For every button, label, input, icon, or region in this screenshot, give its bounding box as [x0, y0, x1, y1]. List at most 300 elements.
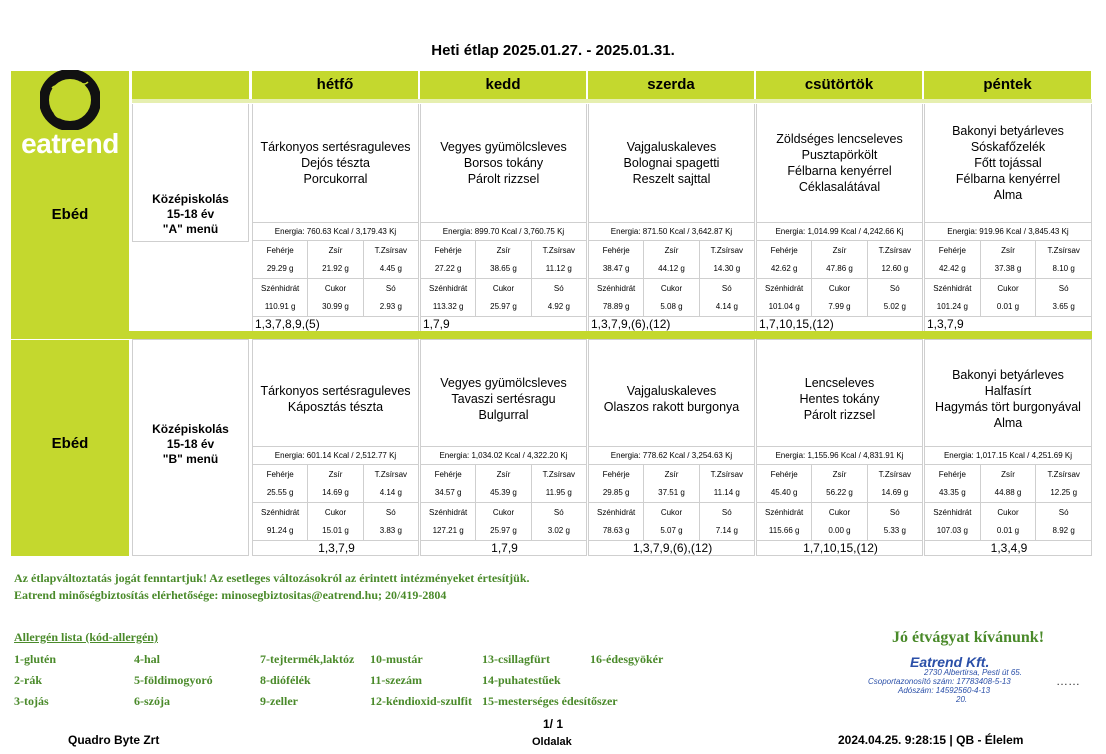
nutrient-row: [925, 502, 1091, 540]
nutrient-value: 14.69 g: [881, 488, 909, 498]
nutrient-label: T.Zsírsav: [710, 469, 744, 479]
nutrient-value: 101.24 g: [936, 302, 968, 312]
nutrient-value: 43.35 g: [938, 488, 966, 498]
nutrient-value: 7.99 g: [828, 302, 851, 312]
nutrient-value: 5.33 g: [883, 526, 906, 536]
nutrient-value: 5.07 g: [660, 526, 683, 536]
nutrient-cukor: [980, 279, 1036, 316]
header-band: [132, 99, 1092, 103]
nutrient-value: 78.63 g: [602, 526, 630, 536]
allergen-item: 12-kéndioxid-szulfit: [370, 694, 473, 708]
allergen-item: 5-földimogyoró: [134, 673, 213, 687]
nutrient-value: 12.25 g: [1050, 488, 1078, 498]
row-label-b: Ebéd: [51, 435, 89, 452]
allergen-item: 3-tojás: [14, 694, 49, 708]
energy-value: Energia: 1,014.99 Kcal / 4,242.66 Kj: [757, 222, 922, 240]
nutrient-so: [531, 279, 586, 316]
dish-name: Vegyes gyümölcsleves: [440, 140, 567, 154]
nutrient-label: Fehérje: [938, 469, 966, 479]
nutrient-so: [699, 279, 754, 316]
nutrient-value: 4.45 g: [379, 264, 402, 274]
nutrient-row: [253, 502, 418, 540]
day-cell: [252, 339, 419, 556]
dish-name: Bulgurral: [478, 408, 529, 422]
day-header-csutortok: csütörtök: [756, 71, 922, 99]
nutrient-row: [757, 464, 922, 502]
nutrient-value: 14.30 g: [713, 264, 741, 274]
day-cell: [420, 339, 587, 556]
nutrient-row: [421, 278, 586, 316]
day-cell: [588, 339, 755, 556]
nutrient-tzsirsav: [531, 465, 586, 502]
nutrient-row: [421, 464, 586, 502]
nutrient-value: 8.10 g: [1052, 264, 1075, 274]
dish-name: Zöldséges lencseleves: [776, 132, 903, 146]
allergen-codes: 1,3,7,9: [925, 316, 1091, 332]
allergen-item: 2-rák: [14, 673, 42, 687]
nutrient-label: T.Zsírsav: [710, 245, 744, 255]
nutrient-label: Fehérje: [266, 469, 294, 479]
logo-icon: [40, 70, 100, 130]
dish-name: Lencseleves: [804, 376, 875, 390]
dish-name: Káposztás tészta: [287, 400, 384, 414]
day-cell: [756, 104, 923, 333]
nutrient-value: 37.51 g: [658, 488, 685, 498]
dish-name: Bakonyi betyárleves: [952, 124, 1064, 138]
allergen-item: 9-zeller: [260, 694, 298, 708]
nutrient-zsir: [643, 241, 698, 278]
dish-name: Tárkonyos sertésraguleves: [260, 384, 411, 398]
nutrient-feherje: [757, 241, 811, 278]
nutrient-so: [699, 503, 754, 540]
header-blank: [132, 71, 249, 99]
nutrient-label: Szénhidrát: [933, 283, 972, 293]
nutrient-szenhidrat: [589, 279, 643, 316]
nutrient-tzsirsav: [867, 241, 922, 278]
nutrient-zsir: [475, 241, 530, 278]
nutrient-value: 25.97 g: [490, 526, 517, 536]
nutrient-label: Cukor: [660, 507, 683, 517]
day-header-hetfo: hétfő: [252, 71, 418, 99]
nutrient-value: 45.39 g: [490, 488, 517, 498]
nutrient-tzsirsav: [699, 241, 754, 278]
nutrient-szenhidrat: [253, 503, 307, 540]
allergen-item: 7-tejtermék,laktóz: [260, 652, 355, 666]
footer-page: 1/ 1: [543, 717, 564, 731]
nutrient-value: 25.55 g: [266, 488, 294, 498]
dish-name: Alma: [993, 188, 1023, 202]
nutrient-szenhidrat: [925, 279, 980, 316]
nutrient-tzsirsav: [1035, 465, 1091, 502]
dish-list: [589, 340, 754, 458]
energy-value: Energia: 1,034.02 Kcal / 4,322.20 Kj: [421, 446, 586, 464]
nutrient-value: 42.42 g: [938, 264, 966, 274]
nutrient-label: T.Zsírsav: [374, 469, 408, 479]
nutrient-value: 115.66 g: [768, 526, 800, 536]
nutrient-value: 4.92 g: [547, 302, 570, 312]
nutrient-value: 44.88 g: [994, 488, 1022, 498]
dish-name: Vegyes gyümölcsleves: [440, 376, 567, 390]
nutrient-label: T.Zsírsav: [1047, 469, 1080, 479]
day-header-szerda: szerda: [588, 71, 754, 99]
nutrient-label: Zsír: [664, 469, 679, 479]
energy-value: Energia: 601.14 Kcal / 2,512.77 Kj: [253, 446, 418, 464]
nutrient-value: 78.89 g: [602, 302, 630, 312]
allergen-item: 1-glutén: [14, 652, 56, 666]
footer-timestamp: 2024.04.25. 9:28:15 | QB - Élelem: [838, 733, 1024, 747]
nutrient-label: Cukor: [828, 283, 851, 293]
nutrient-szenhidrat: [757, 279, 811, 316]
energy-value: Energia: 1,017.15 Kcal / 4,251.69 Kj: [925, 446, 1091, 464]
nutrient-zsir: [980, 465, 1036, 502]
nutrient-zsir: [307, 465, 362, 502]
nutrient-label: Szénhidrát: [765, 507, 804, 517]
nutrient-row: [253, 240, 418, 278]
allergen-codes: 1,7,9: [421, 316, 586, 332]
nutrient-so: [867, 503, 922, 540]
nutrient-value: 0.01 g: [996, 302, 1020, 312]
allergen-list-title: Allergén lista (kód-allergén): [14, 630, 158, 644]
dish-name: Hagymás tört burgonyával: [935, 400, 1081, 414]
nutrient-label: Cukor: [660, 283, 683, 293]
nutrient-label: Zsír: [328, 469, 343, 479]
nutrient-value: 2.93 g: [379, 302, 402, 312]
nutrient-feherje: [253, 241, 307, 278]
nutrient-row: [589, 464, 754, 502]
day-header-pentek: péntek: [924, 71, 1091, 99]
nutrient-row: [925, 464, 1091, 502]
nutrient-feherje: [589, 465, 643, 502]
nutrient-cukor: [811, 503, 866, 540]
dish-name: Halfasírt: [984, 384, 1032, 398]
nutrient-value: 38.47 g: [602, 264, 630, 274]
dish-name: Céklasalátával: [798, 180, 881, 194]
energy-value: Energia: 919.96 Kcal / 3,845.43 Kj: [925, 222, 1091, 240]
nutrient-value: 15.01 g: [322, 526, 349, 536]
nutrient-label: Szénhidrát: [261, 283, 300, 293]
footer-page-label: Oldalak: [532, 736, 572, 748]
nutrient-feherje: [757, 465, 811, 502]
allergen-item: 14-puhatestűek: [482, 673, 561, 687]
dish-name: Dejós tészta: [301, 156, 370, 170]
allergen-codes: 1,3,7,9,(6),(12): [589, 316, 754, 332]
dish-name: Hentes tokány: [799, 392, 880, 406]
nutrient-tzsirsav: [531, 241, 586, 278]
group-label-b: Középiskolás 15-18 év "B" menü: [132, 339, 249, 556]
nutrient-label: Só: [721, 283, 732, 293]
nutrient-row: [421, 240, 586, 278]
nutrient-feherje: [421, 241, 475, 278]
nutrient-label: Zsír: [832, 245, 847, 255]
nutrient-tzsirsav: [363, 465, 418, 502]
nutrient-feherje: [421, 465, 475, 502]
nutrient-value: 44.12 g: [658, 264, 685, 274]
energy-value: Energia: 778.62 Kcal / 3,254.63 Kj: [589, 446, 754, 464]
nutrient-label: Só: [1058, 283, 1069, 293]
row-label-a: Ebéd: [51, 206, 89, 223]
nutrient-zsir: [307, 241, 362, 278]
dish-list: [757, 104, 922, 222]
nutrient-label: Cukor: [324, 283, 347, 293]
nutrient-cukor: [307, 279, 362, 316]
nutrient-value: 0.00 g: [828, 526, 851, 536]
nutrient-label: Zsír: [496, 469, 511, 479]
allergen-codes: 1,7,10,15,(12): [757, 316, 922, 332]
nutrient-label: Só: [553, 507, 564, 517]
company-stamp: Eatrend Kft. 2730 Albertirsa, Pesti út 65. Csoportazonosító szám: 17783408-5-13 Adószám: 14592560-4-13 20. ……: [868, 654, 1080, 704]
nutrient-label: Zsír: [664, 245, 679, 255]
energy-value: Energia: 871.50 Kcal / 3,642.87 Kj: [589, 222, 754, 240]
allergen-codes: 1,7,10,15,(12): [757, 540, 922, 556]
nutrient-value: 91.24 g: [266, 526, 294, 536]
nutrient-szenhidrat: [757, 503, 811, 540]
nutrient-value: 11.95 g: [545, 488, 572, 498]
nutrient-value: 5.02 g: [883, 302, 906, 312]
nutrient-label: Szénhidrát: [429, 507, 468, 517]
allergen-item: 6-szója: [134, 694, 170, 708]
dish-name: Vajgaluskaleves: [626, 384, 717, 398]
nutrient-feherje: [589, 241, 643, 278]
nutrient-label: Só: [385, 507, 396, 517]
dish-list: [925, 340, 1091, 458]
nutrient-value: 11.14 g: [713, 488, 740, 498]
nutrient-label: Fehérje: [266, 245, 294, 255]
nutrient-feherje: [253, 465, 307, 502]
day-cell: [588, 104, 755, 333]
nutrient-label: T.Zsírsav: [542, 469, 576, 479]
dish-name: Borsos tokány: [463, 156, 544, 170]
nutrient-row: [421, 502, 586, 540]
day-header-kedd: kedd: [420, 71, 586, 99]
nutrient-value: 110.91 g: [264, 302, 296, 312]
dish-name: Félbarna kenyérrel: [955, 172, 1061, 186]
nutrient-value: 3.83 g: [379, 526, 402, 536]
nutrient-szenhidrat: [421, 279, 475, 316]
energy-value: Energia: 899.70 Kcal / 3,760.75 Kj: [421, 222, 586, 240]
nutrient-so: [1035, 279, 1091, 316]
allergen-item: 15-mesterséges édesítőszer: [482, 694, 618, 708]
dish-name: Tavaszi sertésragu: [451, 392, 556, 406]
day-cell: [420, 104, 587, 333]
menu-separator: [11, 331, 1092, 339]
nutrient-label: Cukor: [492, 283, 515, 293]
nutrient-label: T.Zsírsav: [878, 469, 912, 479]
nutrient-label: Fehérje: [434, 245, 462, 255]
energy-value: Energia: 760.63 Kcal / 3,179.43 Kj: [253, 222, 418, 240]
allergen-codes: 1,3,7,9,(6),(12): [589, 540, 754, 556]
nutrient-value: 3.02 g: [547, 526, 570, 536]
dish-list: [421, 340, 586, 458]
nutrient-label: Zsír: [1001, 469, 1015, 479]
nutrient-label: Szénhidrát: [261, 507, 300, 517]
nutrient-zsir: [811, 465, 866, 502]
nutrient-label: Só: [889, 283, 900, 293]
nutrient-label: Zsír: [496, 245, 511, 255]
day-cell: [252, 104, 419, 333]
nutrient-label: Fehérje: [602, 469, 630, 479]
nutrient-so: [531, 503, 586, 540]
dish-name: Tárkonyos sertésraguleves: [260, 140, 411, 154]
nutrient-label: Só: [889, 507, 900, 517]
nutrient-cukor: [811, 279, 866, 316]
nutrient-so: [867, 279, 922, 316]
nutrient-label: Fehérje: [938, 245, 966, 255]
dish-name: Félbarna kenyérrel: [787, 164, 892, 178]
dish-list: [253, 104, 418, 222]
allergen-item: 16-édesgyökér: [590, 652, 664, 666]
nutrient-so: [363, 503, 418, 540]
nutrient-value: 3.65 g: [1052, 302, 1075, 312]
nutrient-szenhidrat: [925, 503, 980, 540]
nutrient-value: 21.92 g: [322, 264, 349, 274]
allergen-item: 11-szezám: [370, 673, 422, 687]
nutrient-tzsirsav: [363, 241, 418, 278]
nutrient-label: Cukor: [828, 507, 851, 517]
nutrient-label: Zsír: [328, 245, 343, 255]
nutrient-szenhidrat: [421, 503, 475, 540]
energy-value: Energia: 1,155.96 Kcal / 4,831.91 Kj: [757, 446, 922, 464]
day-cell: [924, 339, 1092, 556]
nutrient-value: 12.60 g: [881, 264, 909, 274]
allergen-item: 8-diófélék: [260, 673, 311, 687]
nutrient-cukor: [475, 503, 530, 540]
nutrient-row: [757, 240, 922, 278]
nutrient-label: Cukor: [324, 507, 347, 517]
nutrient-label: T.Zsírsav: [878, 245, 912, 255]
nutrient-cukor: [643, 503, 698, 540]
dish-list: [589, 104, 754, 222]
nutrient-value: 8.92 g: [1052, 526, 1075, 536]
dish-name: Olaszos rakott burgonya: [603, 400, 740, 414]
dish-name: Bakonyi betyárleves: [952, 368, 1064, 382]
nutrient-value: 34.57 g: [434, 488, 462, 498]
nutrient-label: T.Zsírsav: [542, 245, 576, 255]
day-cell: [756, 339, 923, 556]
day-cell: [924, 104, 1092, 333]
nutrient-value: 45.40 g: [770, 488, 798, 498]
nutrient-tzsirsav: [699, 465, 754, 502]
nutrient-row: [589, 240, 754, 278]
nutrient-value: 11.12 g: [545, 264, 572, 274]
greeting: Jó étvágyat kívánunk!: [892, 629, 1045, 646]
nutrient-value: 30.99 g: [322, 302, 349, 312]
nutrient-label: Fehérje: [602, 245, 630, 255]
nutrient-label: Só: [721, 507, 732, 517]
dish-list: [757, 340, 922, 458]
nutrient-zsir: [643, 465, 698, 502]
dish-name: Bolognai spagetti: [623, 156, 720, 170]
nutrient-label: Cukor: [997, 283, 1019, 293]
dish-list: [421, 104, 586, 222]
nutrient-value: 7.14 g: [715, 526, 738, 536]
nutrient-zsir: [811, 241, 866, 278]
nutrient-label: Fehérje: [770, 469, 798, 479]
nutrient-value: 29.85 g: [602, 488, 630, 498]
nutrient-szenhidrat: [589, 503, 643, 540]
nutrient-value: 47.86 g: [826, 264, 853, 274]
nutrient-value: 37.38 g: [994, 264, 1022, 274]
nutrient-label: Cukor: [492, 507, 515, 517]
nutrient-value: 42.62 g: [770, 264, 798, 274]
allergen-codes: 1,7,9: [421, 540, 586, 556]
note-changes: Az étlapváltoztatás jogát fenntartjuk! Az esetleges változásokról az érintett intézményeket értesítjük.: [14, 571, 530, 585]
nutrient-zsir: [475, 465, 530, 502]
nutrient-row: [925, 278, 1091, 316]
nutrient-value: 14.69 g: [322, 488, 349, 498]
nutrient-row: [757, 502, 922, 540]
nutrient-row: [925, 240, 1091, 278]
nutrient-label: Zsír: [1001, 245, 1015, 255]
note-contact: Eatrend minőségbiztosítás elérhetősége: minosegbiztositas@eatrend.hu; 20/419-2804: [14, 588, 447, 602]
nutrient-cukor: [980, 503, 1036, 540]
nutrient-label: Szénhidrát: [765, 283, 804, 293]
nutrient-row: [757, 278, 922, 316]
allergen-codes: 1,3,7,8,9,(5): [253, 316, 418, 332]
nutrient-row: [589, 502, 754, 540]
nutrient-value: 25.97 g: [490, 302, 517, 312]
nutrient-label: Szénhidrát: [429, 283, 468, 293]
nutrient-so: [1035, 503, 1091, 540]
nutrient-label: Só: [553, 283, 564, 293]
nutrient-value: 113.32 g: [432, 302, 464, 312]
nutrient-label: T.Zsírsav: [374, 245, 408, 255]
nutrient-label: Fehérje: [434, 469, 462, 479]
nutrient-label: Szénhidrát: [933, 507, 972, 517]
dish-name: Párolt rizzsel: [803, 408, 876, 422]
nutrient-zsir: [980, 241, 1036, 278]
nutrient-cukor: [307, 503, 362, 540]
allergen-item: 13-csillagfürt: [482, 652, 550, 666]
nutrient-label: Só: [385, 283, 396, 293]
allergen-codes: 1,3,4,9: [925, 540, 1091, 556]
nutrient-feherje: [925, 465, 980, 502]
nutrient-label: Cukor: [997, 507, 1019, 517]
nutrient-label: Só: [1058, 507, 1069, 517]
nutrient-value: 4.14 g: [715, 302, 738, 312]
nutrient-tzsirsav: [867, 465, 922, 502]
group-label-a: Középiskolás 15-18 év "A" menü: [132, 104, 249, 242]
nutrient-value: 38.65 g: [490, 264, 517, 274]
dish-name: Sóskafőzelék: [970, 140, 1046, 154]
dish-name: Pusztapörkölt: [801, 148, 878, 162]
nutrient-label: T.Zsírsav: [1047, 245, 1080, 255]
nutrient-label: Szénhidrát: [597, 507, 636, 517]
nutrient-label: Fehérje: [770, 245, 798, 255]
page-title: Heti étlap 2025.01.27. - 2025.01.31.: [431, 42, 675, 59]
allergen-codes: 1,3,7,9: [253, 540, 418, 556]
dish-list: [253, 340, 418, 458]
logo-text: eatrend: [21, 128, 119, 159]
nutrient-feherje: [925, 241, 980, 278]
nutrient-so: [363, 279, 418, 316]
nutrient-label: Zsír: [832, 469, 847, 479]
allergen-item: 10-mustár: [370, 652, 423, 666]
allergen-item: 4-hal: [134, 652, 161, 666]
nutrient-row: [253, 464, 418, 502]
dish-name: Alma: [993, 416, 1023, 430]
nutrient-row: [253, 278, 418, 316]
nutrient-cukor: [475, 279, 530, 316]
nutrient-row: [589, 278, 754, 316]
nutrient-cukor: [643, 279, 698, 316]
nutrient-tzsirsav: [1035, 241, 1091, 278]
dish-name: Párolt rizzsel: [467, 172, 540, 186]
nutrient-value: 4.14 g: [379, 488, 402, 498]
nutrient-label: Szénhidrát: [597, 283, 636, 293]
nutrient-value: 29.29 g: [266, 264, 294, 274]
nutrient-value: 127.21 g: [432, 526, 464, 536]
nutrient-value: 56.22 g: [826, 488, 853, 498]
